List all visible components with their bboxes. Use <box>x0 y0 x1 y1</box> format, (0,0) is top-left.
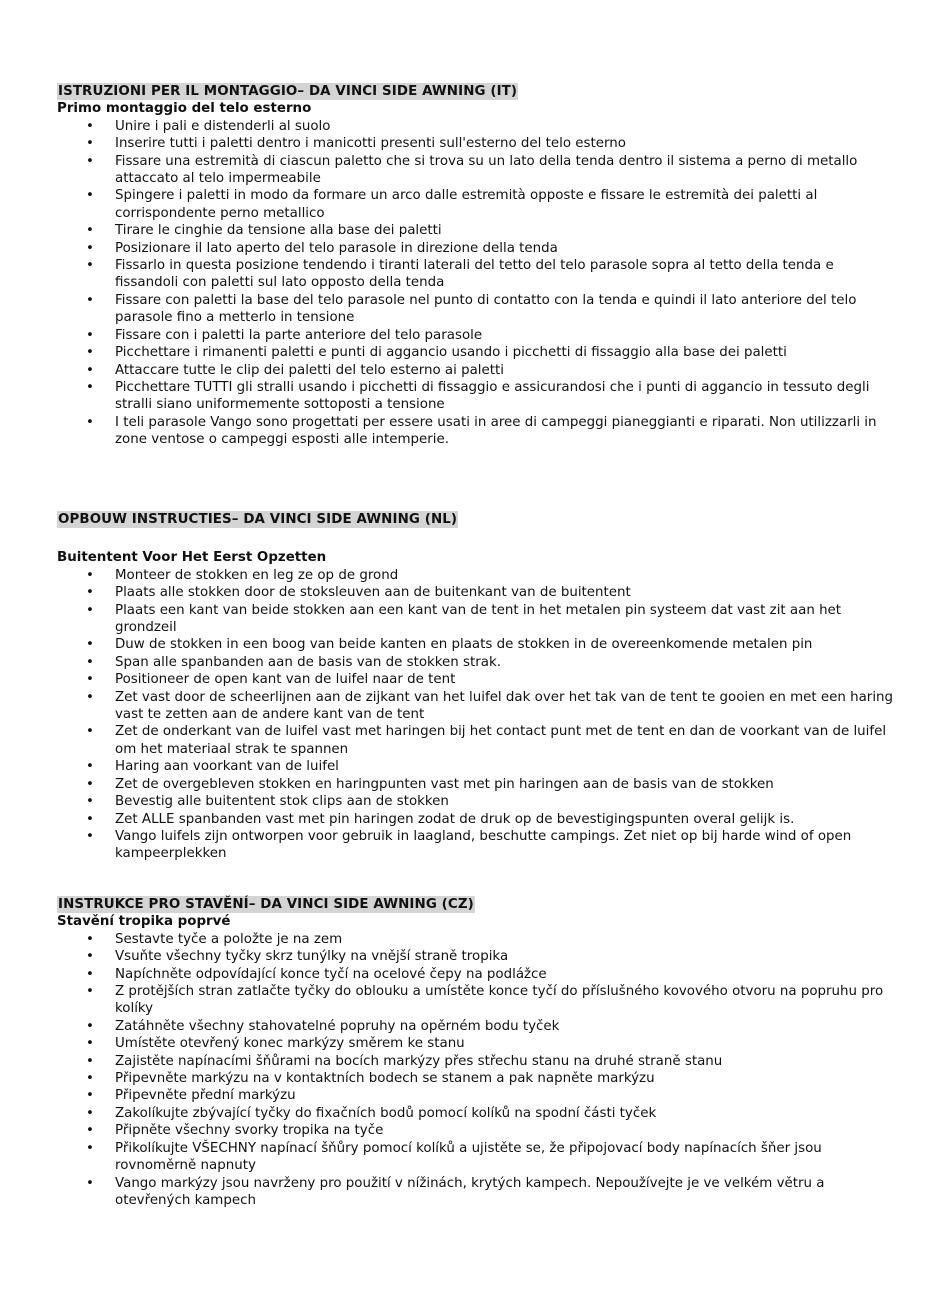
section-heading: OPBOUW INSTRUCTIES– DA VINCI SIDE AWNING (NL) <box>58 512 458 527</box>
list-item: • Plaats een kant van beide stokken aan een kant van de tent in het metalen pin systeem dat vast zit aan het grondzeil <box>57 602 897 637</box>
list-item: • Fissarlo in questa posizione tendendo i tiranti laterali del tetto del telo parasole sopra al tetto della tenda e fissandoli con paletti sul lato opposto della tenda <box>57 257 897 292</box>
list-item: • Přikolíkujte VŠECHNY napínací šňůry pomocí kolíků a ujistěte se, že připojovací body napínacích šňer jsou rovnoměrně napnuty <box>57 1140 897 1175</box>
list-item: • Haring aan voorkant van de luifel <box>57 758 897 775</box>
list-item: • Umístěte otevřený konec markýzy směrem ke stanu <box>57 1035 897 1052</box>
list-item: • Vango luifels zijn ontworpen voor gebruik in laagland, beschutte campings. Zet niet op bij harde wind of open kampeerplekken <box>57 828 897 863</box>
list-item: • Inserire tutti i paletti dentro i manicotti presenti sull'esterno del telo esterno <box>57 135 897 152</box>
list-item: • Duw de stokken in een boog van beide kanten en plaats de stokken in de overeenkomende metalen pin <box>57 636 897 653</box>
instruction-list <box>57 118 897 449</box>
list-item: • Zatáhněte všechny stahovatelné popruhy na opěrném bodu tyček <box>57 1018 897 1035</box>
list-item: • Sestavte tyče a položte je na zem <box>57 931 897 948</box>
list-item: • I teli parasole Vango sono progettati per essere usati in aree di campeggi pianeggianti e riparati. Non utilizzarli in zone ventose o campeggi esposti alle intemperie. <box>57 414 897 449</box>
list-item: • Zajistěte napínacími šňůrami na bocích markýzy přes střechu stanu na druhé straně stanu <box>57 1053 897 1070</box>
section-dutch <box>57 508 897 863</box>
list-item: • Bevestig alle buitentent stok clips aan de stokken <box>57 793 897 810</box>
list-item: • Positioneer de open kant van de luifel naar de tent <box>57 671 897 688</box>
section-subheading: Stavění tropika poprvé <box>57 914 231 930</box>
list-item: • Unire i pali e distenderli al suolo <box>57 118 897 135</box>
list-item: • Zet de overgebleven stokken en haringpunten vast met pin haringen aan de basis van de stokken <box>57 776 897 793</box>
section-heading: ISTRUZIONI PER IL MONTAGGIO– DA VINCI SIDE AWNING (IT) <box>58 84 518 99</box>
list-item: • Zet de onderkant van de luifel vast met haringen bij het contact punt met de tent en dan de voorkant van de luifel om het materiaal strak te spannen <box>57 723 897 758</box>
section-czech <box>57 893 897 1209</box>
section-subheading: Buitentent Voor Het Eerst Opzetten <box>57 550 327 566</box>
list-item: • Monteer de stokken en leg ze op de grond <box>57 567 897 584</box>
list-item: • Fissare una estremità di ciascun paletto che si trova su un lato della tenda dentro il sistema a perno di metallo attaccato al telo impermeabile <box>57 153 897 188</box>
list-item: • Připevněte přední markýzu <box>57 1087 897 1104</box>
list-item: • Fissare con paletti la base del telo parasole nel punto di contatto con la tenda e quindi il lato anteriore del telo parasole fino a metterlo in tensione <box>57 292 897 327</box>
list-item: • Připevněte markýzu na v kontaktních bodech se stanem a pak napněte markýzu <box>57 1070 897 1087</box>
list-item: • Připněte všechny svorky tropika na tyče <box>57 1122 897 1139</box>
section-heading: INSTRUKCE PRO STAVĚNÍ– DA VINCI SIDE AWNING (CZ) <box>58 897 474 912</box>
list-item: • Tirare le cinghie da tensione alla base dei paletti <box>57 222 897 239</box>
instruction-list <box>57 567 897 863</box>
list-item: • Zet ALLE spanbanden vast met pin haringen zodat de druk op de bevestigingspunten overal gelijk is. <box>57 811 897 828</box>
list-item: • Picchettare TUTTI gli stralli usando i picchetti di fissaggio e assicurandosi che i punti di aggancio in tessuto degli stralli siano uniformemente sottoposti a tensione <box>57 379 897 414</box>
list-item: • Fissare con i paletti la parte anteriore del telo parasole <box>57 327 897 344</box>
list-item: • Zakolíkujte zbývající tyčky do fixačních bodů pomocí kolíků na spodní části tyček <box>57 1105 897 1122</box>
list-item: • Plaats alle stokken door de stoksleuven aan de buitenkant van de buitentent <box>57 584 897 601</box>
list-item: • Zet vast door de scheerlijnen aan de zijkant van het luifel dak over het tak van de tent te gooien en met een haring vast te zetten aan de andere kant van de tent <box>57 689 897 724</box>
list-item: • Picchettare i rimanenti paletti e punti di aggancio usando i picchetti di fissaggio alla base dei paletti <box>57 344 897 361</box>
list-item: • Spingere i paletti in modo da formare un arco dalle estremità opposte e fissare le estremità dei paletti al corrispondente perno metallico <box>57 187 897 222</box>
list-item: • Attaccare tutte le clip dei paletti del telo esterno ai paletti <box>57 362 897 379</box>
list-item: • Z protějších stran zatlačte tyčky do oblouku a umístěte konce tyčí do příslušného kovového otvoru na popruhu pro kolíky <box>57 983 897 1018</box>
section-subheading: Primo montaggio del telo esterno <box>57 101 312 117</box>
list-item: • Vsuňte všechny tyčky skrz tunýlky na vnější straně tropika <box>57 948 897 965</box>
list-item: • Vango markýzy jsou navrženy pro použití v nížinách, krytých kampech. Nepoužívejte je ve velkém větru a otevřených kampech <box>57 1175 897 1210</box>
instruction-list <box>57 931 897 1210</box>
section-italian <box>57 80 897 449</box>
list-item: • Posizionare il lato aperto del telo parasole in direzione della tenda <box>57 240 897 257</box>
list-item: • Napíchněte odpovídající konce tyčí na ocelové čepy na podlážce <box>57 966 897 983</box>
list-item: • Span alle spanbanden aan de basis van de stokken strak. <box>57 654 897 671</box>
